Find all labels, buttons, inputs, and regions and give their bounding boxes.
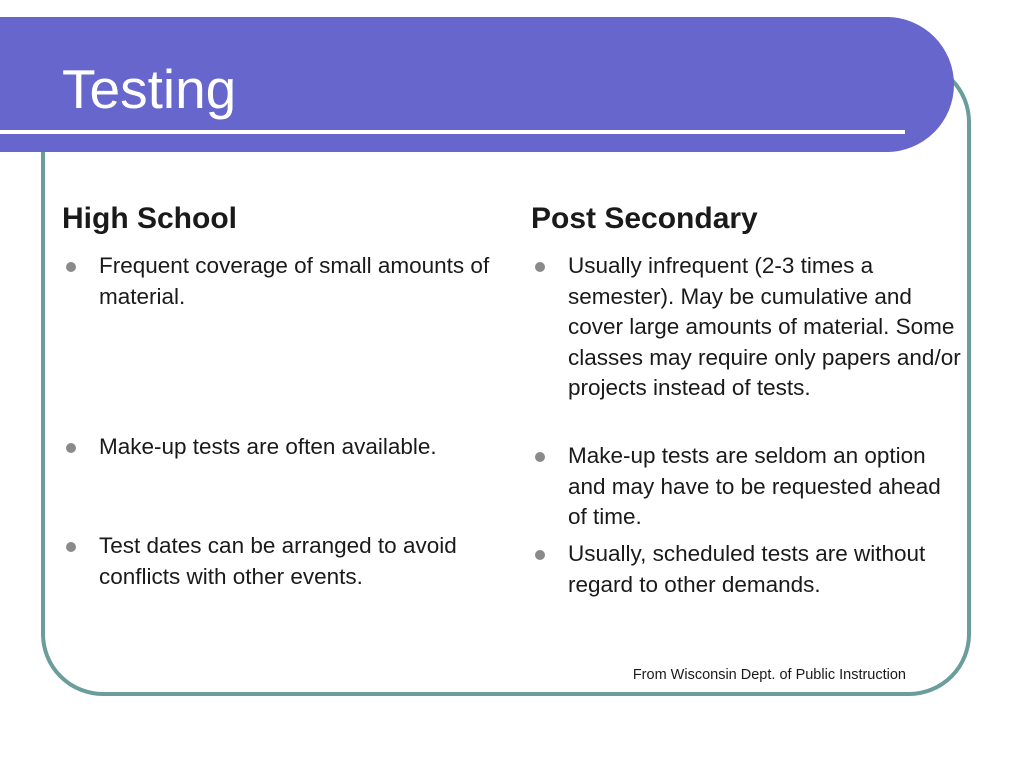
right-bullet-3-text: Usually, scheduled tests are without regard to other demands. xyxy=(568,541,926,597)
bullet-dot-icon xyxy=(535,452,545,462)
left-bullet-2-text: Make-up tests are often available. xyxy=(99,434,437,459)
bullet-dot-icon xyxy=(66,542,76,552)
title-underline xyxy=(0,130,905,134)
right-bullet-2 xyxy=(531,441,951,533)
left-column-heading: High School xyxy=(62,202,237,235)
left-bullet-3-text: Test dates can be arranged to avoid conflicts with other events. xyxy=(99,533,457,589)
right-bullet-2-text: Make-up tests are seldom an option and may have to be requested ahead of time. xyxy=(568,443,941,529)
left-bullet-2 xyxy=(62,432,502,463)
bullet-dot-icon xyxy=(66,443,76,453)
right-bullet-1-text: Usually infrequent (2-3 times a semester). May be cumulative and cover large amounts of material. Some classes may require only papers and/or projects instead of tests. xyxy=(568,253,961,400)
right-column-heading: Post Secondary xyxy=(531,202,758,235)
left-bullet-1 xyxy=(62,251,492,312)
right-bullet-3 xyxy=(531,539,961,600)
bullet-dot-icon xyxy=(535,550,545,560)
bullet-dot-icon xyxy=(66,262,76,272)
right-bullet-1 xyxy=(531,251,967,404)
left-bullet-1-text: Frequent coverage of small amounts of material. xyxy=(99,253,490,309)
slide-title: Testing xyxy=(62,58,237,120)
left-bullet-3 xyxy=(62,531,492,592)
bullet-dot-icon xyxy=(535,262,545,272)
source-citation: From Wisconsin Dept. of Public Instruction xyxy=(632,667,906,683)
